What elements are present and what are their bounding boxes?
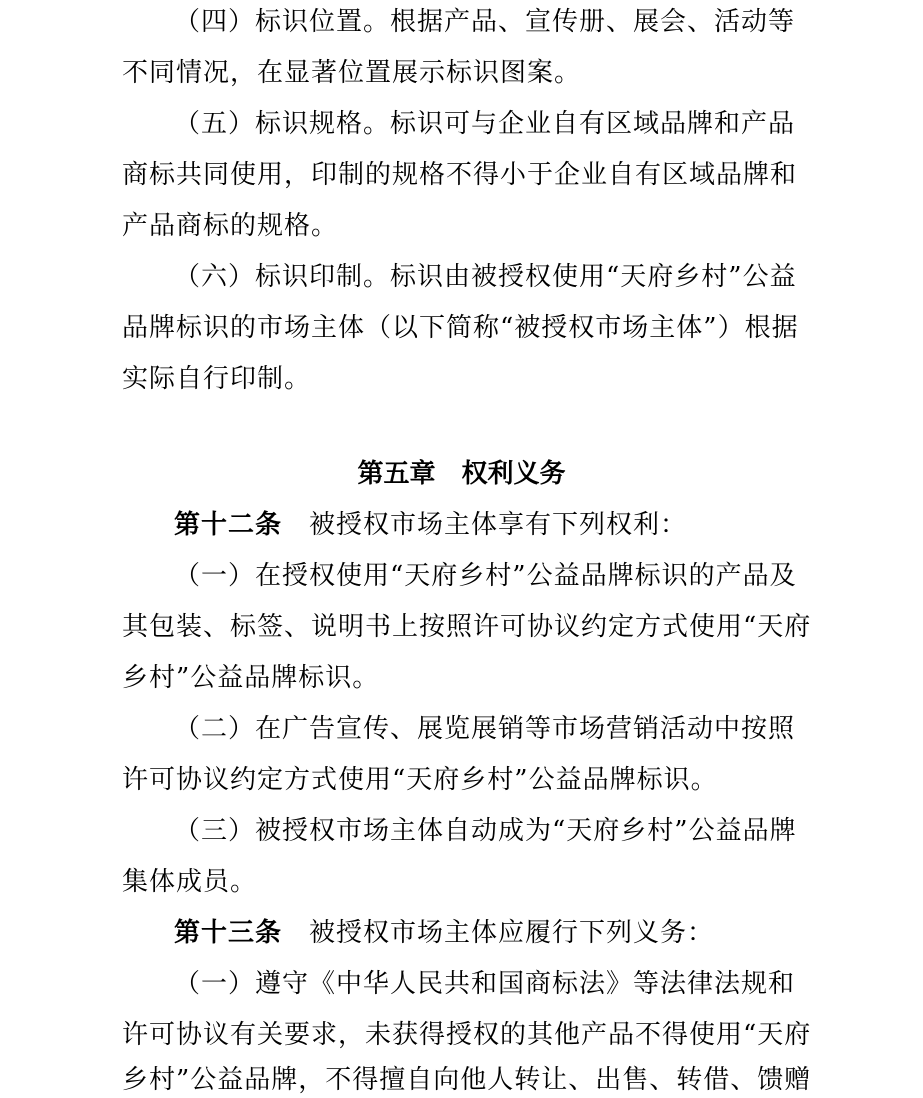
rights-3-line-1: （三）被授权市场主体自动成为“天府乡村”公益品牌 [174, 816, 797, 846]
article-12-number: 第十二条 [174, 510, 283, 540]
article-12 [174, 507, 790, 543]
para-4-line-2: 不同情况，在显著位置展示标识图案。 [122, 58, 582, 88]
rights-3-line-2: 集体成员。 [122, 867, 258, 897]
para-5-line-1: （五）标识规格。标识可与企业自有区域品牌和产品 [174, 109, 796, 139]
rights-2-line-2: 许可协议约定方式使用“天府乡村”公益品牌标识。 [122, 765, 718, 795]
article-13-number: 第十三条 [174, 918, 283, 948]
para-4-line-1: （四）标识位置。根据产品、宣传册、展会、活动等 [174, 7, 796, 37]
para-6-line-2: 品牌标识的市场主体（以下简称“被授权市场主体”）根据 [122, 313, 799, 343]
duties-1-line-2: 许可协议有关要求，未获得授权的其他产品不得使用“天府 [122, 1020, 812, 1050]
duties-1-line-1: （一）遵守《中华人民共和国商标法》等法律法规和 [174, 969, 796, 999]
duties-1-line-3: 乡村”公益品牌，不得擅自向他人转让、出售、转借、馈赠 [122, 1065, 812, 1095]
chapter-title: 第五章 权利义务 [357, 459, 566, 489]
article-12-text: 被授权市场主体享有下列权利： [282, 510, 688, 540]
rights-2-line-1: （二）在广告宣传、展览展销等市场营销活动中按照 [174, 714, 796, 744]
article-13-text: 被授权市场主体应履行下列义务： [282, 918, 715, 948]
rights-1-line-1: （一）在授权使用“天府乡村”公益品牌标识的产品及 [174, 561, 797, 591]
para-5-line-3: 产品商标的规格。 [122, 211, 339, 241]
rights-1-line-2: 其包装、标签、说明书上按照许可协议约定方式使用“天府 [122, 612, 812, 642]
para-5-line-2: 商标共同使用，印制的规格不得小于企业自有区域品牌和 [122, 160, 798, 190]
para-6-line-3: 实际自行印制。 [122, 364, 312, 394]
article-13 [174, 915, 790, 951]
rights-1-line-3: 乡村”公益品牌标识。 [122, 663, 380, 693]
para-6-line-1: （六）标识印制。标识由被授权使用“天府乡村”公益 [174, 262, 797, 292]
